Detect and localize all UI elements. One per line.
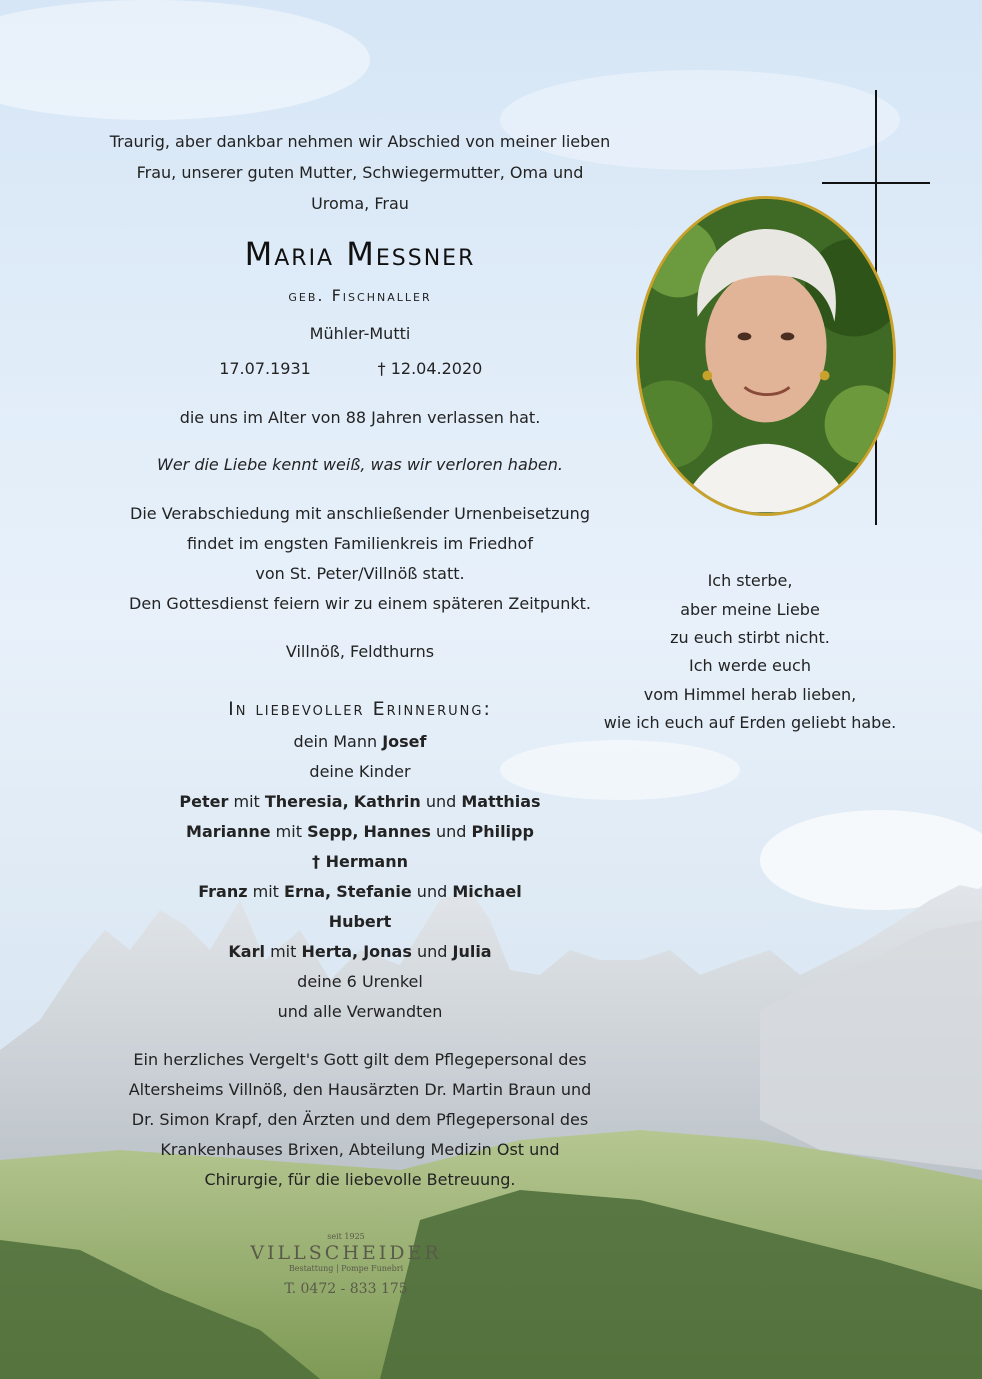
maiden-name: geb. Fischnaller (288, 286, 432, 305)
connector-word: und (411, 882, 453, 901)
mourner-name: Jonas (363, 942, 412, 961)
mourner-line-karl (60, 942, 660, 962)
nickname: Mühler-Mutti (309, 324, 411, 343)
great-grandchildren: deine 6 Urenkel (297, 972, 423, 991)
portrait-photo (636, 196, 896, 516)
mourner-name: Julia (452, 942, 492, 961)
intro-line-3: Uroma, Frau (311, 194, 409, 213)
mourner-name: Theresia, (264, 792, 349, 811)
logo-since: seit 1925 (327, 1232, 365, 1241)
intro-line-1: Traurig, aber dankbar nehmen wir Abschied von meiner lieben (109, 132, 611, 151)
funeral-line-3: von St. Peter/Villnöß statt. (255, 564, 465, 583)
death-date: † 12.04.2020 (377, 359, 483, 378)
birth-date: 17.07.1931 (219, 359, 311, 378)
mourner-line-peter (60, 792, 660, 812)
thanks-line-1: Ein herzliches Vergelt's Gott gilt dem Pflegepersonal des (133, 1050, 587, 1069)
quote-line-2: aber meine Liebe (680, 600, 820, 619)
mourner-name: Herta, (301, 942, 359, 961)
thanks-line-2: Altersheims Villnöß, den Hausärzten Dr. Martin Braun und (128, 1080, 592, 1099)
places: Villnöß, Feldthurns (285, 642, 435, 661)
funeral-home-logo (246, 1232, 446, 1298)
mourner-husband (60, 732, 660, 752)
thanks-line-4: Krankenhauses Brixen, Abteilung Medizin Ost und (160, 1140, 560, 1159)
mourner-line-franz (60, 882, 660, 902)
mourner-name: Matthias (461, 792, 541, 811)
mourner-name: Hannes (363, 822, 431, 841)
connector-word: mit (228, 792, 265, 811)
mourner-name: Michael (452, 882, 522, 901)
mourner-name: Philipp (471, 822, 534, 841)
connector-word: mit (264, 942, 302, 961)
children-label: deine Kinder (309, 762, 411, 781)
intro-line-2: Frau, unserer guten Mutter, Schwiegermutter, Oma und (136, 163, 584, 182)
logo-brand: VILLSCHEIDER (250, 1242, 442, 1264)
funeral-line-4: Den Gottesdienst feiern wir zu einem späteren Zeitpunkt. (129, 594, 591, 613)
quote-line-6: wie ich euch auf Erden geliebt habe. (603, 713, 897, 732)
connector-word: mit (247, 882, 285, 901)
thanks-line-3: Dr. Simon Krapf, den Ärzten und dem Pflegepersonal des (131, 1110, 589, 1129)
mourner-name: Sepp, (307, 822, 359, 841)
age-text: die uns im Alter von 88 Jahren verlassen hat. (179, 408, 541, 427)
quote-line-4: Ich werde euch (689, 656, 811, 675)
mourner-name: Marianne (186, 822, 271, 841)
mourner-line-hermann: † Hermann (312, 852, 408, 871)
funeral-line-2: findet im engsten Familienkreis im Friedhof (187, 534, 533, 553)
quote-line-3: zu euch stirbt nicht. (670, 628, 830, 647)
mourner-name: Peter (179, 792, 229, 811)
logo-phone: T. 0472 - 833 175 (284, 1281, 408, 1297)
connector-word: mit (270, 822, 308, 841)
motto: Wer die Liebe kennt weiß, was wir verloren haben. (157, 455, 563, 474)
husband-prefix: dein Mann (293, 732, 383, 751)
mourner-name: Stefanie (336, 882, 412, 901)
connector-word: und (411, 942, 453, 961)
cross-icon-horizontal (822, 182, 930, 184)
mourner-line-hubert: Hubert (328, 912, 392, 931)
husband-name: Josef (382, 732, 427, 751)
connector-word: und (420, 792, 462, 811)
relatives: und alle Verwandten (277, 1002, 443, 1021)
quote-line-1: Ich sterbe, (707, 571, 793, 590)
funeral-line-1: Die Verabschiedung mit anschließender Urnenbeisetzung (130, 504, 590, 523)
memory-heading: In liebevoller Erinnerung: (228, 698, 492, 720)
connector-word: und (430, 822, 472, 841)
mourner-name: Karl (228, 942, 265, 961)
mourner-line-marianne (60, 822, 660, 842)
logo-tagline: Bestattung | Pompe Funebri (288, 1264, 404, 1273)
quote-line-5: vom Himmel herab lieben, (643, 685, 857, 704)
thanks-line-5: Chirurgie, für die liebevolle Betreuung. (204, 1170, 516, 1189)
deceased-name: Maria Messner (244, 235, 476, 273)
mourner-name: Franz (198, 882, 248, 901)
mourner-name: Kathrin (353, 792, 421, 811)
mourner-name: Erna, (284, 882, 332, 901)
